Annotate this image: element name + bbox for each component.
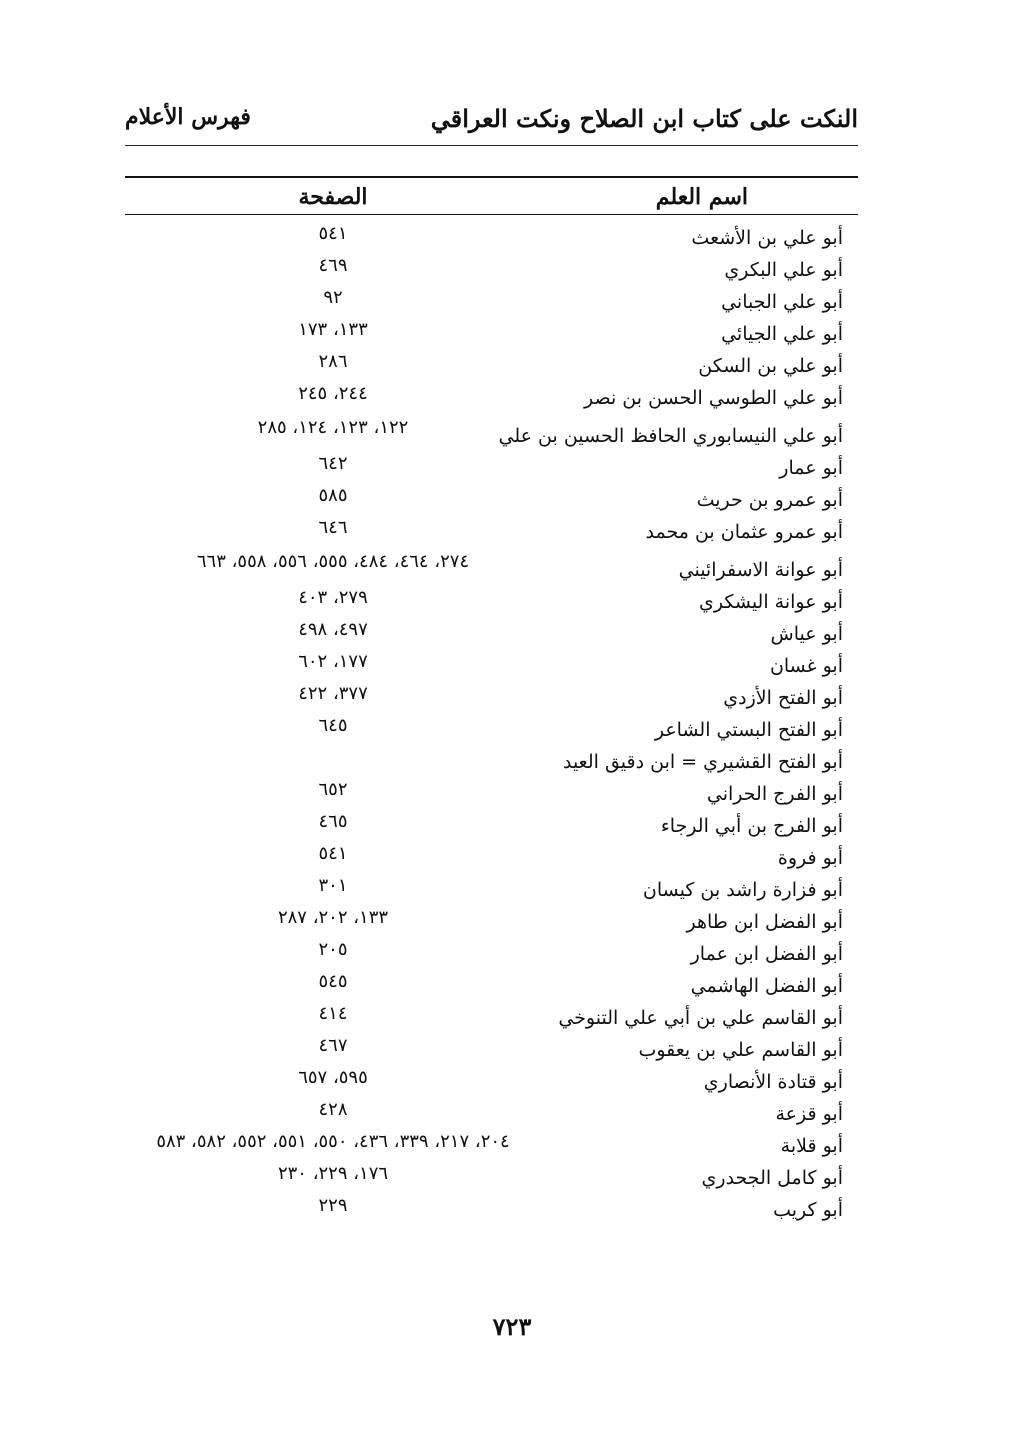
table-row (125, 619, 858, 651)
entry-name: أبو علي الجيائي (721, 323, 843, 345)
table-row (125, 453, 858, 485)
entry-pages: ٦٤٢ (318, 453, 348, 474)
entry-name: أبو الفضل ابن طاهر (686, 911, 843, 933)
table-row (125, 1099, 858, 1131)
index-table-body (125, 223, 858, 1227)
entry-name: أبو علي بن الأشعث (691, 227, 843, 249)
table-header-rule (125, 214, 858, 215)
book-title: النكت على كتاب ابن الصلاح ونكت العراقي (430, 104, 858, 133)
entry-pages: ٢٧٤، ٤٦٤، ٤٨٤، ٥٥٥، ٥٥٦، ٥٥٨، ٦٦٣ (196, 551, 470, 572)
entry-pages: ١٢٢، ١٢٣، ١٢٤، ٢٨٥ (257, 417, 409, 438)
column-header-name: اسم العلم (655, 184, 748, 210)
entry-name: أبو الفضل ابن عمار (690, 943, 843, 965)
table-row (125, 907, 858, 939)
table-row (125, 287, 858, 319)
entry-name: أبو علي بن السكن (698, 355, 843, 377)
table-row (125, 485, 858, 517)
running-header (125, 100, 858, 144)
table-header (125, 180, 858, 214)
table-row (125, 843, 858, 875)
table-top-rule (125, 176, 858, 178)
entry-name: أبو علي البكري (724, 259, 843, 281)
entry-name: أبو الفتح الأزدي (723, 687, 843, 709)
table-row (125, 939, 858, 971)
entry-pages: ٤٢٨ (318, 1099, 348, 1120)
entry-name: أبو عمار (779, 457, 843, 479)
section-title: فهرس الأعلام (125, 104, 251, 130)
entry-name: أبو غسان (769, 655, 843, 677)
entry-pages: ٢٧٩، ٤٠٣ (298, 587, 368, 608)
page-number: ٧٢٣ (492, 1312, 532, 1341)
table-row (125, 223, 858, 255)
entry-pages: ٥٩٥، ٦٥٧ (298, 1067, 368, 1088)
table-row (125, 875, 858, 907)
table-row (125, 351, 858, 383)
header-divider (125, 145, 858, 146)
table-row (125, 683, 858, 715)
entry-pages: ٤٦٩ (318, 255, 348, 276)
entry-name: أبو فروة (777, 847, 843, 869)
entry-name: أبو عوانة الاسفرائيني (678, 559, 843, 581)
entry-name: أبو عمرو عثمان بن محمد (645, 521, 843, 543)
entry-name: أبو قزعة (775, 1103, 843, 1125)
entry-name: أبو كامل الجحدري (701, 1167, 843, 1189)
entry-pages: ٢٠٥ (318, 939, 348, 960)
entry-name: أبو عوانة اليشكري (699, 591, 843, 613)
table-row (125, 549, 858, 587)
table-row (125, 1195, 858, 1227)
entry-pages: ٤١٤ (318, 1003, 348, 1024)
table-row (125, 1131, 858, 1163)
table-row (125, 1163, 858, 1195)
entry-name: أبو القاسم علي بن يعقوب (638, 1039, 843, 1061)
entry-pages: ٢٨٦ (318, 351, 348, 372)
table-row (125, 779, 858, 811)
entry-pages: ٥٤١ (318, 843, 348, 864)
entry-pages: ١٧٦، ٢٢٩، ٢٣٠ (277, 1163, 389, 1184)
entry-name: أبو الفتح البستي الشاعر (654, 719, 843, 741)
entry-pages: ٥٤١ (318, 223, 348, 244)
entry-name: أبو علي النيسابوري الحافظ الحسين بن علي (498, 425, 843, 447)
entry-pages: ٦٤٥ (318, 715, 348, 736)
entry-pages: ٢٤٤، ٢٤٥ (298, 383, 368, 404)
table-row (125, 747, 858, 779)
entry-name: أبو الفرج الحراني (706, 783, 843, 805)
table-row (125, 715, 858, 747)
table-row (125, 587, 858, 619)
entry-pages: ٦٤٦ (318, 517, 348, 538)
table-row (125, 971, 858, 1003)
entry-name: أبو الفضل الهاشمي (690, 975, 843, 997)
table-row (125, 319, 858, 351)
table-row (125, 517, 858, 549)
entry-pages: ١٧٧، ٦٠٢ (298, 651, 368, 672)
entry-pages: ٣٧٧، ٤٢٢ (298, 683, 368, 704)
table-row (125, 811, 858, 843)
table-row (125, 651, 858, 683)
entry-name: أبو قتادة الأنصاري (703, 1071, 843, 1093)
entry-name: أبو عمرو بن حريث (696, 489, 843, 511)
entry-pages: ٩٢ (323, 287, 343, 308)
column-header-page-label: الصفحة (298, 184, 368, 210)
entry-pages: ٤٦٧ (318, 1035, 348, 1056)
entry-pages: ٣٠١ (318, 875, 348, 896)
entry-pages: ٦٥٢ (318, 779, 348, 800)
table-row (125, 255, 858, 287)
entry-name: أبو القاسم علي بن أبي علي التنوخي (558, 1007, 843, 1029)
entry-name: أبو الفتح القشيري = ابن دقيق العيد (562, 751, 843, 773)
entry-pages: ٥٤٥ (318, 971, 348, 992)
entry-name: أبو كريب (773, 1199, 843, 1221)
entry-name: أبو علي الطوسي الحسن بن نصر (583, 387, 843, 409)
entry-pages: ٢٢٩ (318, 1195, 348, 1216)
table-row (125, 383, 858, 415)
table-row (125, 415, 858, 453)
table-row (125, 1067, 858, 1099)
table-row (125, 1003, 858, 1035)
entry-pages: ١٣٣، ٢٠٢، ٢٨٧ (277, 907, 389, 928)
entry-pages: ٤٩٧، ٤٩٨ (298, 619, 368, 640)
table-row (125, 1035, 858, 1067)
entry-pages: ٢٠٤، ٢١٧، ٣٣٩، ٤٣٦، ٥٥٠، ٥٥١، ٥٥٢، ٥٨٢، ٥٨٣ (156, 1131, 510, 1152)
entry-name: أبو عياش (770, 623, 843, 645)
entry-name: أبو الفرج بن أبي الرجاء (660, 815, 843, 837)
entry-name: أبو قلابة (780, 1135, 843, 1157)
entry-name: أبو فزارة راشد بن كيسان (642, 879, 843, 901)
entry-pages: ٤٦٥ (318, 811, 348, 832)
entry-pages: ٥٨٥ (318, 485, 348, 506)
entry-pages: ١٣٣، ١٧٣ (298, 319, 368, 340)
entry-name: أبو علي الجباني (721, 291, 843, 313)
